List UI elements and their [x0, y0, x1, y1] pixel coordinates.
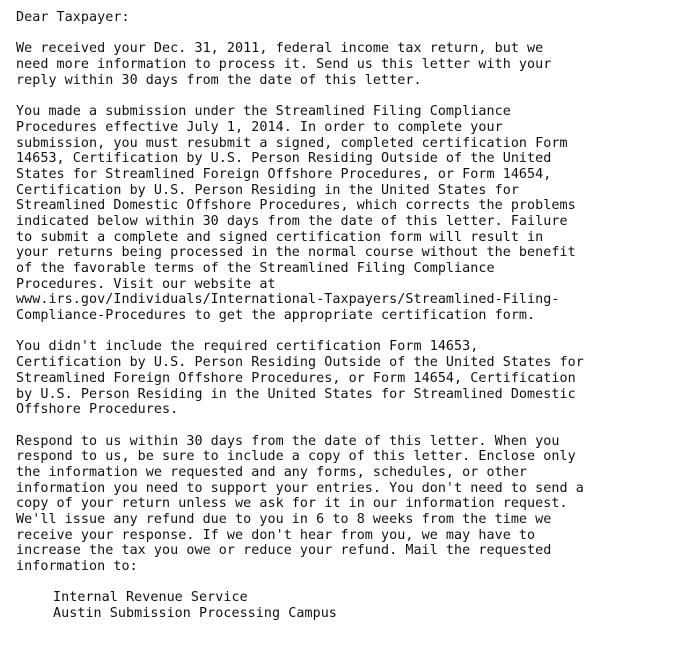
address-line: Internal Revenue Service: [53, 590, 248, 606]
text-line: need more information to process it. Send us this letter with your: [16, 57, 552, 73]
text-line: Certification by U.S. Person Residing Outside of the United States for: [16, 355, 584, 371]
salutation-text: Dear Taxpayer:: [16, 10, 130, 25]
text-line: States for Streamlined Foreign Offshore Procedures, or Form 14654,: [16, 166, 552, 182]
text-line: Procedures effective July 1, 2014. In order to complete your: [16, 119, 503, 135]
text-line: indicated below within 30 days from the date of this letter. Failure: [16, 213, 568, 229]
paragraph-streamlined-submission: [16, 104, 676, 324]
text-line: the information we requested and any forms, schedules, or other: [16, 464, 528, 480]
text-line: information to:: [16, 559, 138, 575]
text-line: submission, you must resubmit a signed, completed certification Form: [16, 135, 568, 151]
text-line: 14653, Certification by U.S. Person Residing Outside of the United: [16, 151, 552, 167]
text-line: Procedures. Visit our website at: [16, 276, 276, 292]
text-line: reply within 30 days from the date of this letter.: [16, 72, 422, 88]
text-line: Streamlined Domestic Offshore Procedures, which corrects the problems: [16, 198, 576, 214]
website-url-line: www.irs.gov/Individuals/International-Taxpayers/Streamlined-Filing-: [16, 292, 560, 308]
text-line: copy of your return unless we ask for it in our information request.: [16, 496, 568, 512]
text-line: of the favorable terms of the Streamlined Filing Compliance: [16, 261, 495, 276]
text-line: information you need to support your entries. You don't need to send a: [16, 480, 584, 496]
text-line: We'll issue any refund due to you in 6 to 8 weeks from the time we: [16, 512, 552, 527]
paragraph-respond: [16, 434, 676, 575]
text-line: You made a submission under the Streamlined Filing Compliance: [16, 104, 511, 120]
text-line: your returns being processed in the normal course without the benefit: [16, 245, 576, 261]
paragraph-missing-form: [16, 339, 676, 417]
salutation: [16, 10, 676, 26]
address-line: Austin Submission Processing Campus: [53, 606, 337, 622]
website-url-line: Compliance-Procedures to get the appropriate certification form.: [16, 308, 536, 324]
text-line: We received your Dec. 31, 2011, federal income tax return, but we: [16, 41, 544, 57]
text-line: by U.S. Person Residing in the United States for Streamlined Domestic: [16, 386, 576, 402]
text-line: Offshore Procedures.: [16, 402, 179, 418]
text-line: Certification by U.S. Person Residing in the United States for: [16, 182, 519, 198]
text-line: increase the tax you owe or reduce your refund. Mail the requested: [16, 543, 552, 559]
text-line: receive your response. If we don't hear from you, we may have to: [16, 527, 536, 543]
text-line: respond to us, be sure to include a copy of this letter. Enclose only: [16, 449, 576, 465]
text-line: Streamlined Foreign Offshore Procedures, or Form 14654, Certification: [16, 370, 576, 386]
text-line: You didn't include the required certification Form 14653,: [16, 339, 479, 355]
paragraph-request: [16, 41, 676, 88]
irs-letter: [16, 10, 676, 622]
text-line: to submit a complete and signed certification form will result in: [16, 229, 544, 245]
mailing-address: [16, 590, 676, 621]
text-line: Respond to us within 30 days from the date of this letter. When you: [16, 433, 560, 449]
